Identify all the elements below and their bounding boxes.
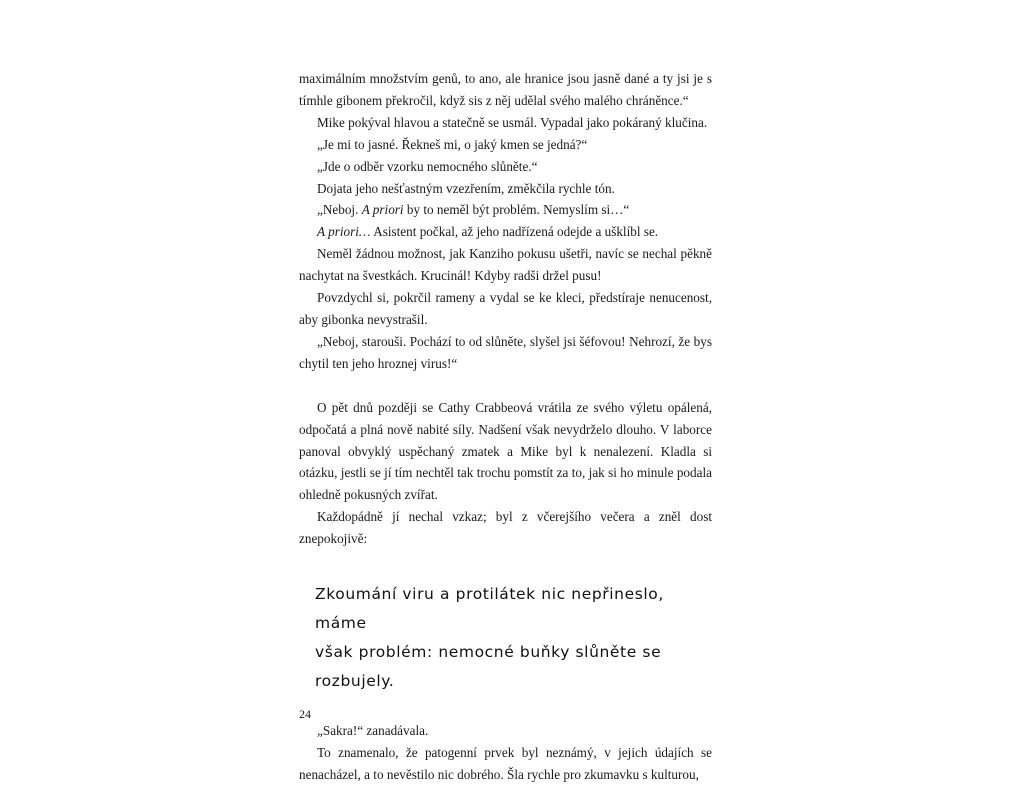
paragraph: „Neboj, starouši. Pochází to od slůněte, slyšel jsi šéfovou! Nehrozí, že bys chytil ten jeho hroznej virus!“ (299, 333, 712, 371)
italic-phrase: A priori… (317, 224, 371, 240)
paragraph: To znamenalo, že patogenní prvek byl neznámý, v jejich údajích se nenacházel, a to nevěstilo nic dobrého. Šla rychle pro zkumavku s kulturou, (299, 744, 712, 782)
handwritten-note (315, 580, 715, 696)
paragraph-text: by to neměl být problém. Nemyslím si…“ (403, 202, 630, 218)
paragraph: Dojata jeho nešťastným vzezřením, změkčila rychle tón. (317, 180, 615, 196)
section-break (299, 375, 712, 397)
italic-phrase: A priori (361, 202, 404, 218)
paragraph: Povzdychl si, pokrčil rameny a vydal se ke kleci, předstíraje nenucenost, aby gibonka nevystrašil. (299, 290, 712, 327)
book-page-text (299, 68, 712, 786)
paragraph (299, 221, 712, 243)
paragraph: maximálním množstvím genů, to ano, ale hranice jsou jasně dané a ty jsi je s tímhle gibonem překročil, když sis z něj udělal svého malého chráněnce.“ (299, 71, 712, 108)
paragraph: Každopádně jí nechal vzkaz; byl z včerejšího večera a zněl dost znepokojivě: (299, 509, 712, 547)
handwritten-line: však problém: nemocné buňky slůněte se rozbujely. (315, 643, 662, 691)
paragraph-text: Asistent počkal, až jeho nadřízená odejde a ušklíbl se. (370, 224, 659, 240)
paragraph: „Jde o odběr vzorku nemocného slůněte.“ (317, 158, 538, 174)
paragraph: Mike pokýval hlavou a statečně se usmál. Vypadal jako pokáraný klučina. (317, 114, 708, 130)
paragraph (299, 199, 712, 221)
page-number: 24 (299, 707, 311, 721)
paragraph: „Je mi to jasné. Řekneš mi, o jaký kmen se jedná?“ (317, 136, 588, 152)
paragraph: „Sakra!“ zanadávala. (317, 723, 429, 739)
paragraph: O pět dnů později se Cathy Crabbeová vrátila ze svého výletu opálená, odpočatá a plná nově nabité síly. Nadšení však nevydrželo dlouho. V laborce panoval obvyklý uspěchaný zmatek a Mike byl k nenalezení. Kladla si otázku, jestli se jí tím nechtěl tak trochu pomstít za to, jak si ho minule podala ohledně pokusných zvířat. (299, 399, 712, 503)
handwritten-line: Zkoumání viru a protilátek nic nepřineslo, máme (315, 585, 664, 633)
paragraph-text: „Neboj. (317, 202, 362, 218)
paragraph: Neměl žádnou možnost, jak Kanziho pokusu ušetři, navíc se nechal pěkně nachytat na švestkách. Krucinál! Kdyby radši držel pusu! (299, 246, 712, 284)
